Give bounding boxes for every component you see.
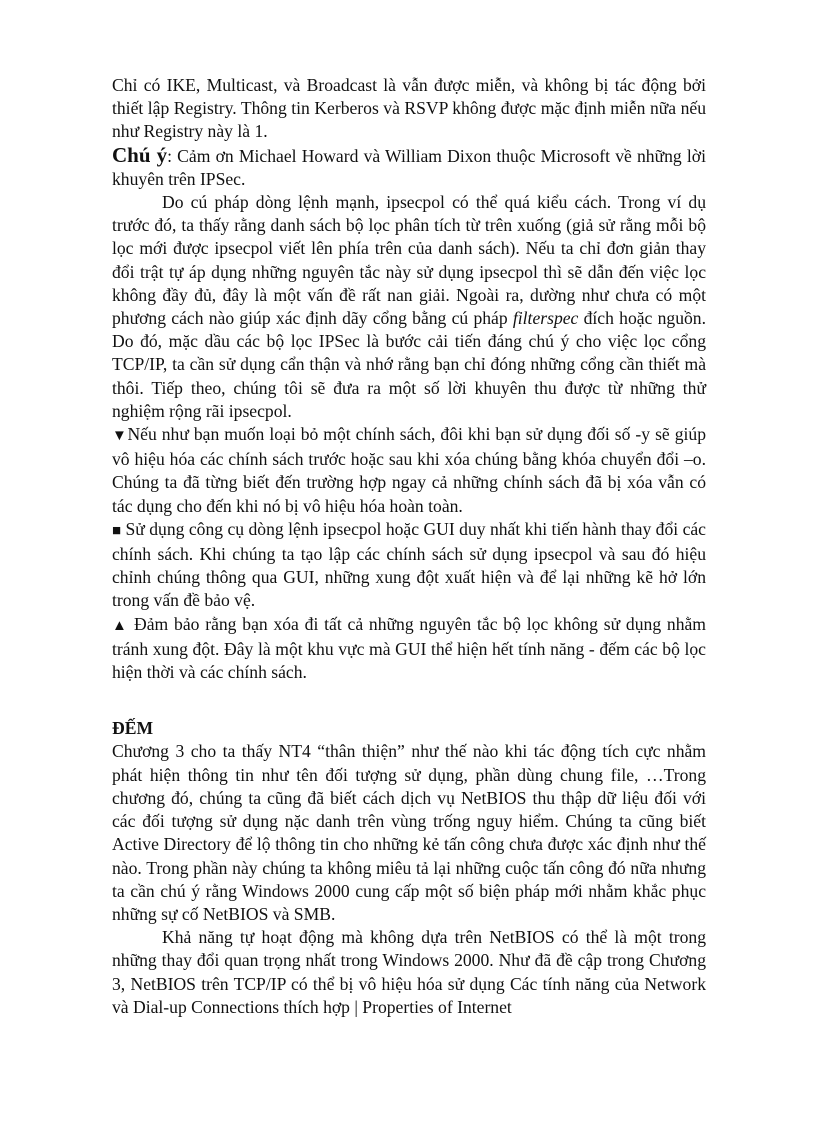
triangle-down-icon: ▼ <box>112 428 128 445</box>
document-body <box>112 74 706 1019</box>
tip-item <box>112 423 706 518</box>
square-icon: ■ <box>112 522 122 539</box>
paragraph-ipsecpol <box>112 191 706 423</box>
note-paragraph <box>112 144 706 191</box>
tip-item-text: Sử dụng công cụ dòng lệnh ipsecpol hoặc GUI duy nhất khi tiến hành thay đổi các chính sách. Khi chúng ta tạo lập các chính sách sử dụng ipsecpol và sau đó hiệu chỉnh chúng thông qua GUI, những xung đột xuất hiện và để lại những kẽ hở lớn trong vấn đề bảo vệ. <box>112 518 706 611</box>
tip-item <box>112 518 706 613</box>
tip-item-text: Đảm bảo rằng bạn xóa đi tất cả những nguyên tắc bộ lọc không sử dụng nhằm tránh xung đột. Đây là một khu vực mà GUI thể hiện hết tính năng - đếm các bộ lọc hiện thời và các chính sách. <box>112 613 706 683</box>
tip-item-text: Nếu như bạn muốn loại bỏ một chính sách, đôi khi bạn sử dụng đối số -y sẽ giúp vô hiệu hóa các chính sách trước hoặc sau khi xóa chúng bằng khóa chuyển đổi –o. Chúng ta đã từng biết đến trường hợp ngay cả những chính sách đã bị xóa vẫn có tác dụng cho đến khi nó bị vô hiệu hóa hoàn toàn. <box>112 424 706 516</box>
note-text: : Cảm ơn Michael Howard và William Dixon thuộc Microsoft về những lời khuyên trên IPSec. <box>112 145 707 189</box>
section-heading: ĐẾM <box>112 718 154 739</box>
paragraph-registry: Chỉ có IKE, Multicast, và Broadcast là vẫn được miễn, và không bị tác động bởi thiết lập Registry. Thông tin Kerberos và RSVP không được mặc định miễn nữa nếu như Registry này là 1. <box>112 75 706 142</box>
paragraph-ipsecpol-part1: Do cú pháp dòng lệnh mạnh, ipsecpol có thể quá kiểu cách. Trong ví dụ trước đó, ta thấy rằng danh sách bộ lọc phân tích từ trên xuống (giả sử rằng mỗi bộ lọc mới được ipsecpol viết lên phía trên của danh sách). Nếu ta chỉ đơn giản thay đổi trật tự áp dụng những nguyên tắc này sử dụng ipsecpol thì sẽ dẫn đến việc lọc không đầy đủ, đây là một vấn đề rất nan giải. Ngoài ra, dường như chưa có một phương cách nào giúp xác định dãy cổng bằng cú pháp <box>112 192 706 329</box>
filterspec-term: filterspec <box>512 308 579 329</box>
paragraph-enumeration: Chương 3 cho ta thấy NT4 “thân thiện” như thế nào khi tác động tích cực nhằm phát hiện thông tin như tên đối tượng sử dụng, phần dùng chung file, …Trong chương đó, chúng ta cũng đã biết cách dịch vụ NetBIOS thu thập dữ liệu đối với các đối tượng sử dụng nặc danh trên vùng trống nguy hiểm. Chúng ta cũng biết Active Directory để lộ thông tin cho những kẻ tấn công chưa được xác định như thế nào. Trong phần này chúng ta không miêu tả lại những cuộc tấn công đó nữa nhưng ta cần chú ý rằng Windows 2000 cung cấp một số biện pháp mới nhằm khắc phục những sự cố NetBIOS và SMB. <box>112 741 706 924</box>
tip-item <box>112 613 706 685</box>
triangle-up-icon: ▲ <box>112 617 129 634</box>
paragraph-netbios: Khả năng tự hoạt động mà không dựa trên NetBIOS có thể là một trong những thay đổi quan trọng nhất trong Windows 2000. Như đã đề cập trong Chương 3, NetBIOS trên TCP/IP có thể bị vô hiệu hóa sử dụng Các tính năng của Network và Dial-up Connections thích hợp | Properties of Internet <box>112 927 706 1017</box>
paragraph-ipsecpol-part2: đích hoặc nguồn. Do đó, mặc dầu các bộ lọc IPSec là bước cải tiến đáng chú ý cho việc lọc cổng TCP/IP, ta cần sử dụng cẩn thận và nhớ rằng bạn chỉ đóng những cổng cần thiết mà thôi. Tiếp theo, chúng tôi sẽ đưa ra một số lời khuyên thu được từ những thử nghiệm rộng rãi ipsecpol. <box>112 308 706 421</box>
note-label: Chú ý <box>112 142 168 167</box>
